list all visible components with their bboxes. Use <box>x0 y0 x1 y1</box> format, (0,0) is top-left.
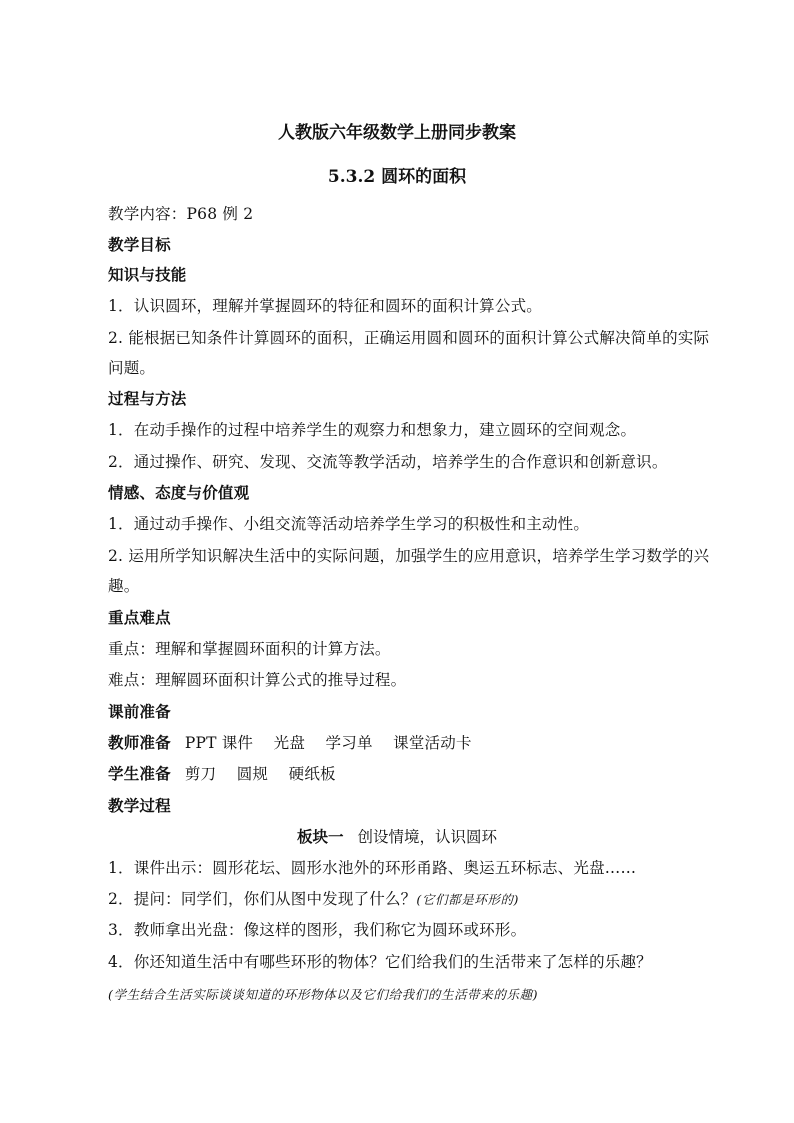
step-2-text: 2．提问：同学们，你们从图中发现了什么？ <box>108 890 417 908</box>
teacher-prep-items: PPT 课件 光盘 学习单 课堂活动卡 <box>184 734 472 752</box>
teaching-content: 教学内容：P68 例 2 <box>108 205 254 223</box>
knowledge-heading: 知识与技能 <box>108 265 187 284</box>
keypoints-heading: 重点难点 <box>108 608 171 627</box>
emotion-item-2-line1: 2. 运用所学知识解决生活中的实际问题，加强学生的应用意识，培养学生学习数学的兴 <box>108 547 710 565</box>
step-4: 4．你还知道生活中有哪些环形的物体？它们给我们的生活带来了怎样的乐趣？ <box>108 953 652 971</box>
key-point: 重点：理解和掌握圆环面积的计算方法。 <box>108 640 391 658</box>
student-prep-items: 剪刀 圆规 硬纸板 <box>184 765 336 783</box>
process-item-2: 2．通过操作、研究、发现、交流等教学活动，培养学生的合作意识和创新意识。 <box>108 453 668 471</box>
lesson-subtitle: 5.3.2 圆环的面积 <box>327 167 467 187</box>
process-method-heading: 过程与方法 <box>108 389 187 408</box>
step-1: 1．课件出示：圆形花坛、圆形水池外的环形甬路、奥运五环标志、光盘…… <box>108 859 637 877</box>
block-one-heading <box>0 827 794 847</box>
step-2-note: (它们都是环形的) <box>416 892 520 907</box>
teacher-prep-label: 教师准备 <box>108 733 171 752</box>
teacher-preparation <box>108 733 472 753</box>
emotion-heading: 情感、态度与价值观 <box>108 483 250 502</box>
block-label: 板块一 <box>296 827 344 846</box>
step-2 <box>108 889 519 910</box>
process-item-1: 1．在动手操作的过程中培养学生的观察力和想象力，建立圆环的空间观念。 <box>108 421 637 439</box>
step-3: 3．教师拿出光盘：像这样的图形，我们称它为圆环或环形。 <box>108 921 527 939</box>
preparation-heading: 课前准备 <box>108 702 171 721</box>
difficult-point: 难点：理解圆环面积计算公式的推导过程。 <box>108 671 407 689</box>
block-title: 创设情境，认识圆环 <box>357 828 498 846</box>
emotion-item-1: 1．通过动手操作、小组交流等活动培养学生学习的积极性和主动性。 <box>108 515 590 533</box>
knowledge-item-2-line1: 2. 能根据已知条件计算圆环的面积，正确运用圆和圆环的面积计算公式解决简单的实际 <box>108 329 710 347</box>
knowledge-item-1: 1．认识圆环，理解并掌握圆环的特征和圆环的面积计算公式。 <box>108 297 542 315</box>
student-preparation <box>108 764 336 784</box>
knowledge-item-2-line2: 问题。 <box>108 359 156 377</box>
objectives-heading: 教学目标 <box>108 235 171 254</box>
emotion-item-2-line2: 趣。 <box>108 577 140 595</box>
teaching-process-heading: 教学过程 <box>108 796 171 815</box>
student-prep-label: 学生准备 <box>108 764 171 783</box>
document-title: 人教版六年级数学上册同步教案 <box>278 123 516 143</box>
step-4-note: (学生结合生活实际谈谈知道的环形物体以及它们给我们的生活带来的乐趣) <box>108 987 539 1002</box>
